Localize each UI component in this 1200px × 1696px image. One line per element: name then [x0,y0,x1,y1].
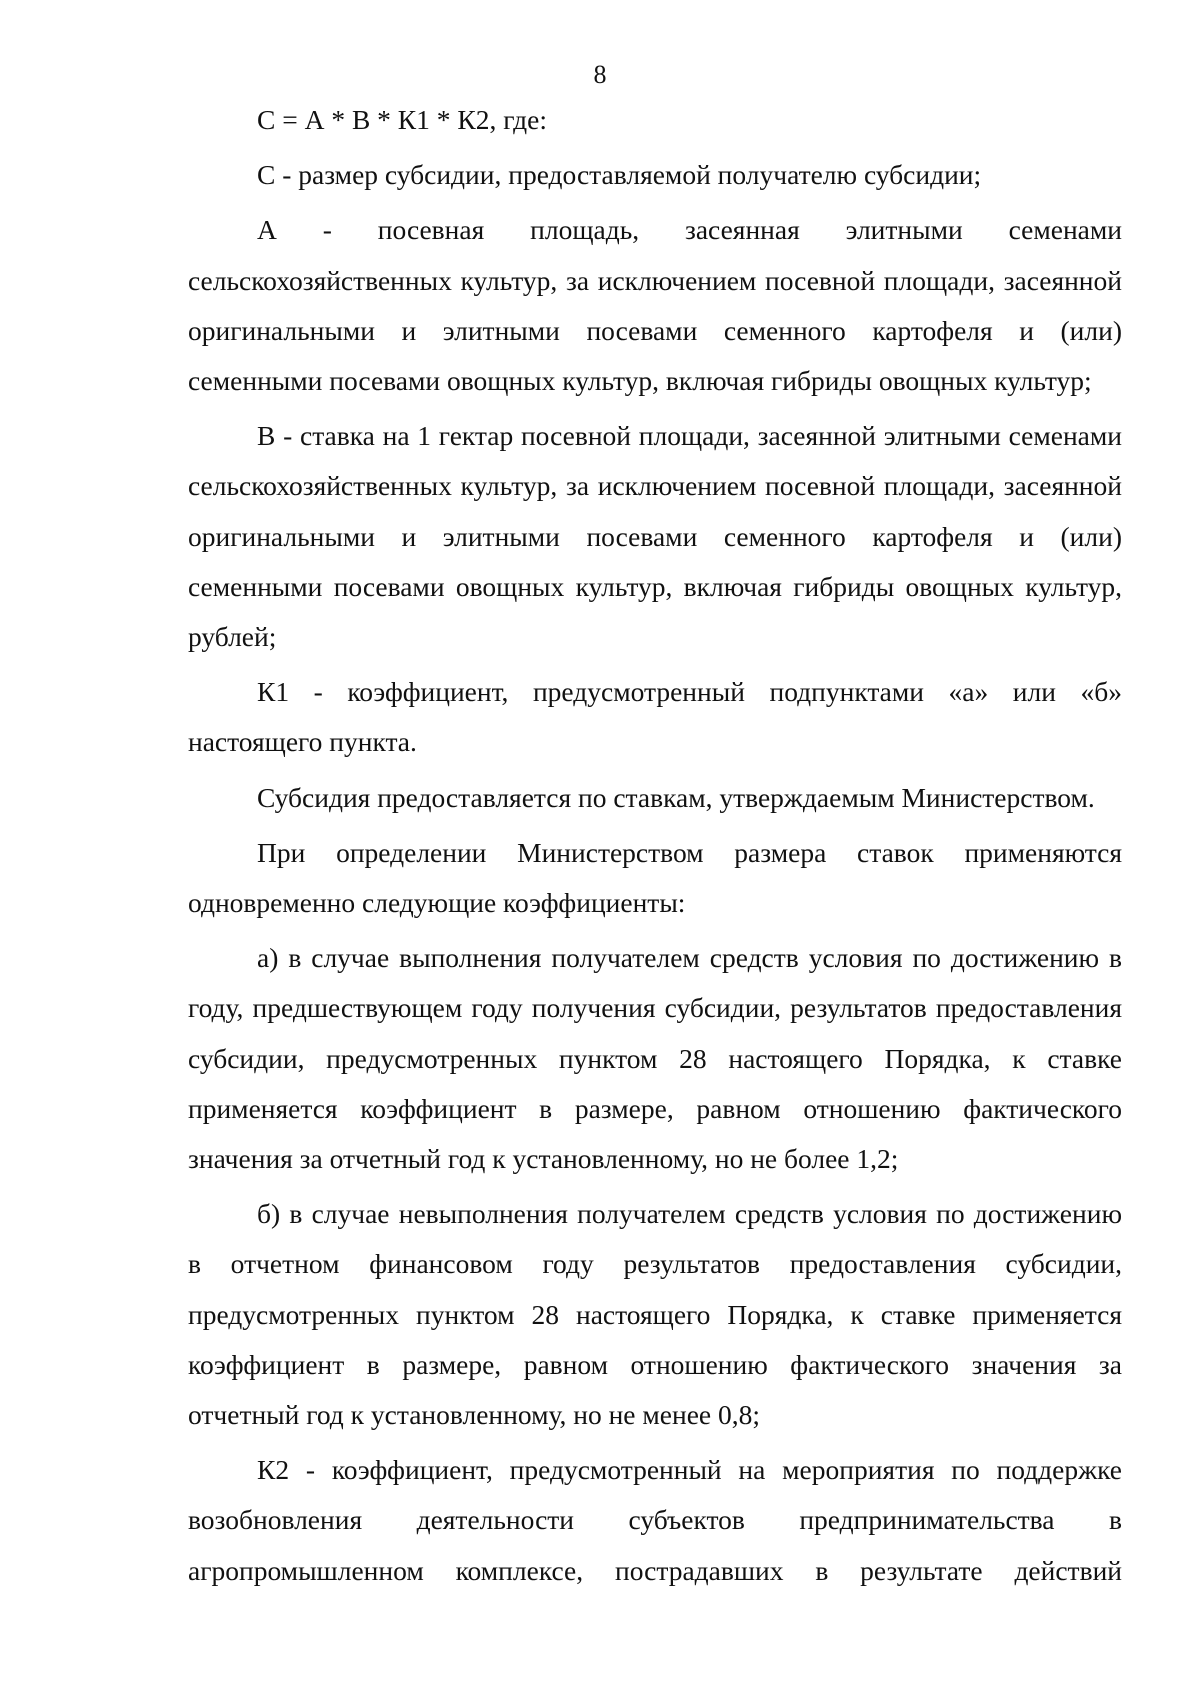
coefficients-intro-paragraph: При определении Министерством размера ставок применяются одновременно следующие коэффициенты: [188,836,1122,919]
definition-a-paragraph: А - посевная площадь, засеянная элитными семенами сельскохозяйственных культур, за исключением посевной площади, засеянной оригинальными и элитными посевами семенного картофеля и (или) семенными посевами овощных культур, включая гибриды овощных культур; [188,214,1122,397]
subpoint-a-paragraph: а) в случае выполнения получателем средств условия по достижению в году, предшествующем году получения субсидии, результатов предоставления субсидии, предусмотренных пунктом 28 настоящего Порядка, к ставке применяется коэффициент в размере, равном отношению фактического значения за отчетный год к установленному, но не более 1,2; [188,942,1122,1175]
formula-paragraph: С = А * В * К1 * К2, где: [257,104,547,135]
definition-c-paragraph: С - размер субсидии, предоставляемой получателю субсидии; [257,159,982,191]
document-body [188,95,1122,1596]
definition-k1-paragraph: К1 - коэффициент, предусмотренный подпунктами «а» или «б» настоящего пункта. [188,676,1122,758]
subsidy-rates-paragraph: Субсидия предоставляется по ставкам, утверждаемым Министерством. [257,781,1095,813]
definition-b-paragraph: В - ставка на 1 гектар посевной площади, засеянной элитными семенами сельскохозяйственных культур, за исключением посевной площади, засеянной оригинальными и элитными посевами семенного картофеля и (или) семенными посевами овощных культур, включая гибриды овощных культур, рублей; [188,420,1122,653]
subpoint-b-paragraph: б) в случае невыполнения получателем средств условия по достижению в отчетном финансовом году результатов предоставления субсидии, предусмотренных пунктом 28 настоящего Порядка, к ставке применяется коэффициент в размере, равном отношению фактического значения за отчетный год к установленному, но не менее 0,8; [188,1198,1122,1431]
definition-k2-paragraph: К2 - коэффициент, предусмотренный на мероприятия по поддержке возобновления деятельности субъектов предпринимательства в агропромышленном комплексе, пострадавших в результате действий [188,1454,1122,1586]
page-number: 8 [593,60,607,89]
